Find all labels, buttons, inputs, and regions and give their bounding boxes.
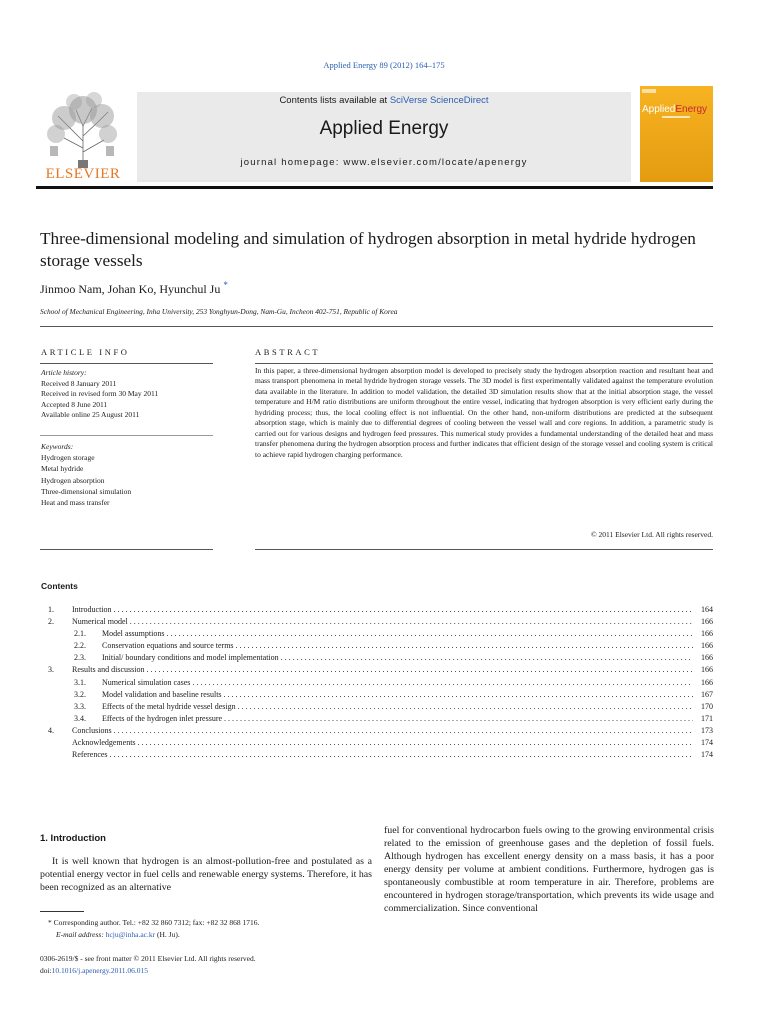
- abstract-heading: ABSTRACT: [255, 347, 321, 357]
- toc-title: Conclusions . . .: [72, 725, 693, 737]
- toc-title: Initial/ boundary conditions and model implementation . . .: [102, 652, 693, 664]
- toc-title: Model assumptions . . .: [102, 628, 693, 640]
- toc-entry[interactable]: [40, 725, 713, 737]
- table-of-contents: [40, 604, 713, 761]
- history-item: Available online 25 August 2011: [41, 410, 140, 420]
- toc-title: Numerical simulation cases . . .: [102, 677, 693, 689]
- cover-title: AppliedEnergy: [642, 104, 708, 115]
- toc-number: 3.1.: [74, 677, 86, 687]
- doi-link[interactable]: 10.1016/j.apenergy.2011.06.015: [51, 965, 149, 975]
- toc-entry[interactable]: [40, 713, 713, 725]
- toc-page: 171: [701, 713, 713, 723]
- toc-entry[interactable]: [40, 664, 713, 676]
- footnote-divider: [40, 911, 84, 912]
- footnote: [40, 917, 375, 940]
- journal-name: Applied Energy: [319, 118, 449, 139]
- article-history: [41, 368, 216, 421]
- history-item: Received in revised form 30 May 2011: [41, 389, 159, 399]
- toc-entry[interactable]: [40, 701, 713, 713]
- toc-page: 174: [701, 738, 713, 748]
- abstract-bottom-divider: [255, 549, 713, 550]
- toc-entry[interactable]: [40, 749, 713, 761]
- body-right-column: [384, 824, 714, 915]
- toc-page: 166: [701, 653, 713, 663]
- toc-title: Introduction . . .: [72, 604, 693, 616]
- toc-entry[interactable]: [40, 616, 713, 628]
- affiliation: School of Mechanical Engineering, Inha University, 253 Yonghyun-Dong, Nam-Gu, Incheon 402-751, Republic of Korea: [40, 307, 398, 316]
- author-list: Jinmoo Nam, Johan Ko, Hyunchul Ju *: [40, 280, 228, 296]
- toc-number: 2.1.: [74, 629, 86, 639]
- keyword-item: Three-dimensional simulation: [41, 486, 132, 496]
- toc-entry[interactable]: [40, 628, 713, 640]
- toc-entry[interactable]: [40, 604, 713, 616]
- journal-cover: [640, 86, 713, 182]
- issn-block: [40, 953, 375, 976]
- title-divider: [40, 326, 713, 327]
- paragraph: fuel for conventional hydrocarbon fuels owing to the growing environmental crisis related to the emission of greenhouse gases and the depletion of fossil fuels. Although hydrogen has excellent energy density on a mass basis, it has a poor energy density per volume at ambient conditions. Furthermore, hydrogen gas is spontaneously combustible at room temperature in air. Therefore, problems are encountered in hydrogen storage/transportation, which prevents its wide usage and commercialization. Since conventional: [384, 825, 714, 914]
- article-info-divider: [40, 363, 213, 364]
- toc-page: 164: [701, 605, 713, 614]
- toc-page: 173: [701, 725, 713, 735]
- abstract-copyright: © 2011 Elsevier Ltd. All rights reserved.: [590, 530, 713, 539]
- keyword-item: Hydrogen storage: [41, 453, 95, 463]
- toc-number: 3.3.: [74, 701, 86, 711]
- keyword-item: Metal hydride: [41, 464, 84, 474]
- keywords-label: Keywords:: [41, 442, 74, 451]
- history-list: [41, 379, 216, 421]
- doi-line: doi:10.1016/j.apenergy.2011.06.015: [40, 965, 149, 975]
- elsevier-logo: [36, 86, 130, 182]
- toc-number: 4.: [48, 725, 54, 735]
- toc-title: Effects of the hydrogen inlet pressure . . .: [102, 713, 693, 725]
- toc-title: Results and discussion . . .: [72, 664, 693, 676]
- toc-number: 2.: [48, 617, 54, 627]
- toc-entry[interactable]: [40, 689, 713, 701]
- toc-title: References . . .: [72, 749, 693, 761]
- toc-number: 2.3.: [74, 653, 86, 663]
- toc-title: Effects of the metal hydride vessel design . . .: [102, 701, 693, 713]
- contents-available: Contents lists available at SciVerse ScienceDirect: [279, 95, 489, 106]
- article-info-bottom-divider: [40, 549, 213, 550]
- front-matter-line: 0306-2619/$ - see front matter © 2011 Elsevier Ltd. All rights reserved.: [40, 954, 256, 963]
- article-info-separator: [40, 435, 213, 436]
- toc-page: 166: [701, 641, 713, 651]
- toc-title: Model validation and baseline results . . .: [102, 689, 693, 701]
- keyword-item: Hydrogen absorption: [41, 475, 105, 485]
- toc-entry[interactable]: [40, 640, 713, 652]
- publisher-wordmark: ELSEVIER: [45, 166, 121, 182]
- toc-title: Numerical model . . .: [72, 616, 693, 628]
- toc-number: 3.4.: [74, 713, 86, 723]
- toc-title: Acknowledgements . . .: [72, 737, 693, 749]
- cover-decoration: [642, 89, 656, 93]
- toc-number: 3.: [48, 665, 54, 675]
- toc-page: 166: [701, 665, 713, 675]
- email-link[interactable]: hcju@inha.ac.kr: [105, 929, 156, 939]
- toc-page: 166: [701, 629, 713, 639]
- history-item: Received 8 January 2011: [41, 378, 117, 388]
- paragraph: It is well known that hydrogen is an almost-pollution-free and postulated as a potential energy vector in fuel cells and renewable energy systems. Therefore, it has been recognized as an alternative: [40, 856, 372, 893]
- section-heading: 1. Introduction: [40, 833, 106, 844]
- toc-entry[interactable]: [40, 737, 713, 749]
- toc-number: 3.2.: [74, 689, 86, 699]
- corresponding-author-mark[interactable]: *: [223, 280, 228, 290]
- toc-page: 166: [701, 677, 713, 687]
- article-history-label: Article history:: [41, 368, 87, 377]
- body-left-column: [40, 832, 372, 894]
- toc-title: Conservation equations and source terms . . .: [102, 640, 693, 652]
- toc-page: 170: [701, 701, 713, 711]
- header-divider: [36, 186, 713, 189]
- abstract-divider: [255, 363, 713, 364]
- journal-citation[interactable]: Applied Energy 89 (2012) 164–175: [323, 60, 445, 70]
- article-info-heading: ARTICLE INFO: [41, 347, 130, 357]
- abstract-text: In this paper, a three-dimensional hydrogen absorption model is developed to precisely study the hydrogen absorption reaction and resultant heat and mass transport phenomena in metal hydride hydrogen storage vessels. The 3D model is first experimentally validated against the temperature evolution data available in the literature. In addition to model validation, the detailed 3D simulation results show that at the initial absorption stage, the vessel temperature and H/M ratio distributions are uniform throughout the entire vessel, indicating that hydrogen absorption is very efficient early during the hydriding process; thus, the local cooling effect is not influential. On the other hand, non-uniform distributions are predicted at the subsequent absorption stage, which is mainly due to differential degrees of cooling between the vessel wall and core regions. In addition, a parametric study is carried out for various designs and hydrogen feed pressures. This numerical study provides a fundamental understanding of the detailed heat and mass transfer phenomena during the hydrogen absorption process and further indicates that efficient design of the storage vessel and cooling system is critical to achieve rapid hydrogen charging performance.: [255, 366, 713, 459]
- email-line: E-mail address: hcju@inha.ac.kr (H. Ju).: [56, 929, 180, 939]
- contents-heading: Contents: [41, 581, 78, 591]
- history-item: Accepted 8 June 2011: [41, 399, 108, 409]
- keyword-list: [41, 452, 216, 508]
- keywords: [41, 441, 216, 508]
- toc-entry[interactable]: [40, 677, 713, 689]
- journal-masthead: [137, 92, 631, 182]
- toc-page: 167: [701, 689, 713, 699]
- toc-number: 2.2.: [74, 641, 86, 651]
- sciencedirect-link[interactable]: SciVerse ScienceDirect: [389, 95, 489, 106]
- keyword-item: Heat and mass transfer: [41, 498, 110, 508]
- toc-number: 1.: [48, 605, 54, 614]
- toc-entry[interactable]: [40, 652, 713, 664]
- toc-page: 166: [701, 617, 713, 627]
- toc-page: 174: [701, 750, 713, 760]
- journal-homepage[interactable]: journal homepage: www.elsevier.com/locate/apenergy: [240, 157, 528, 168]
- article-title: Three-dimensional modeling and simulation of hydrogen absorption in metal hydride hydrogen storage vessels: [40, 229, 696, 270]
- cover-subtitle-bar: [662, 116, 690, 118]
- corresponding-author-note: * Corresponding author. Tel.: +82 32 860 7312; fax: +82 32 868 1716.: [48, 918, 260, 927]
